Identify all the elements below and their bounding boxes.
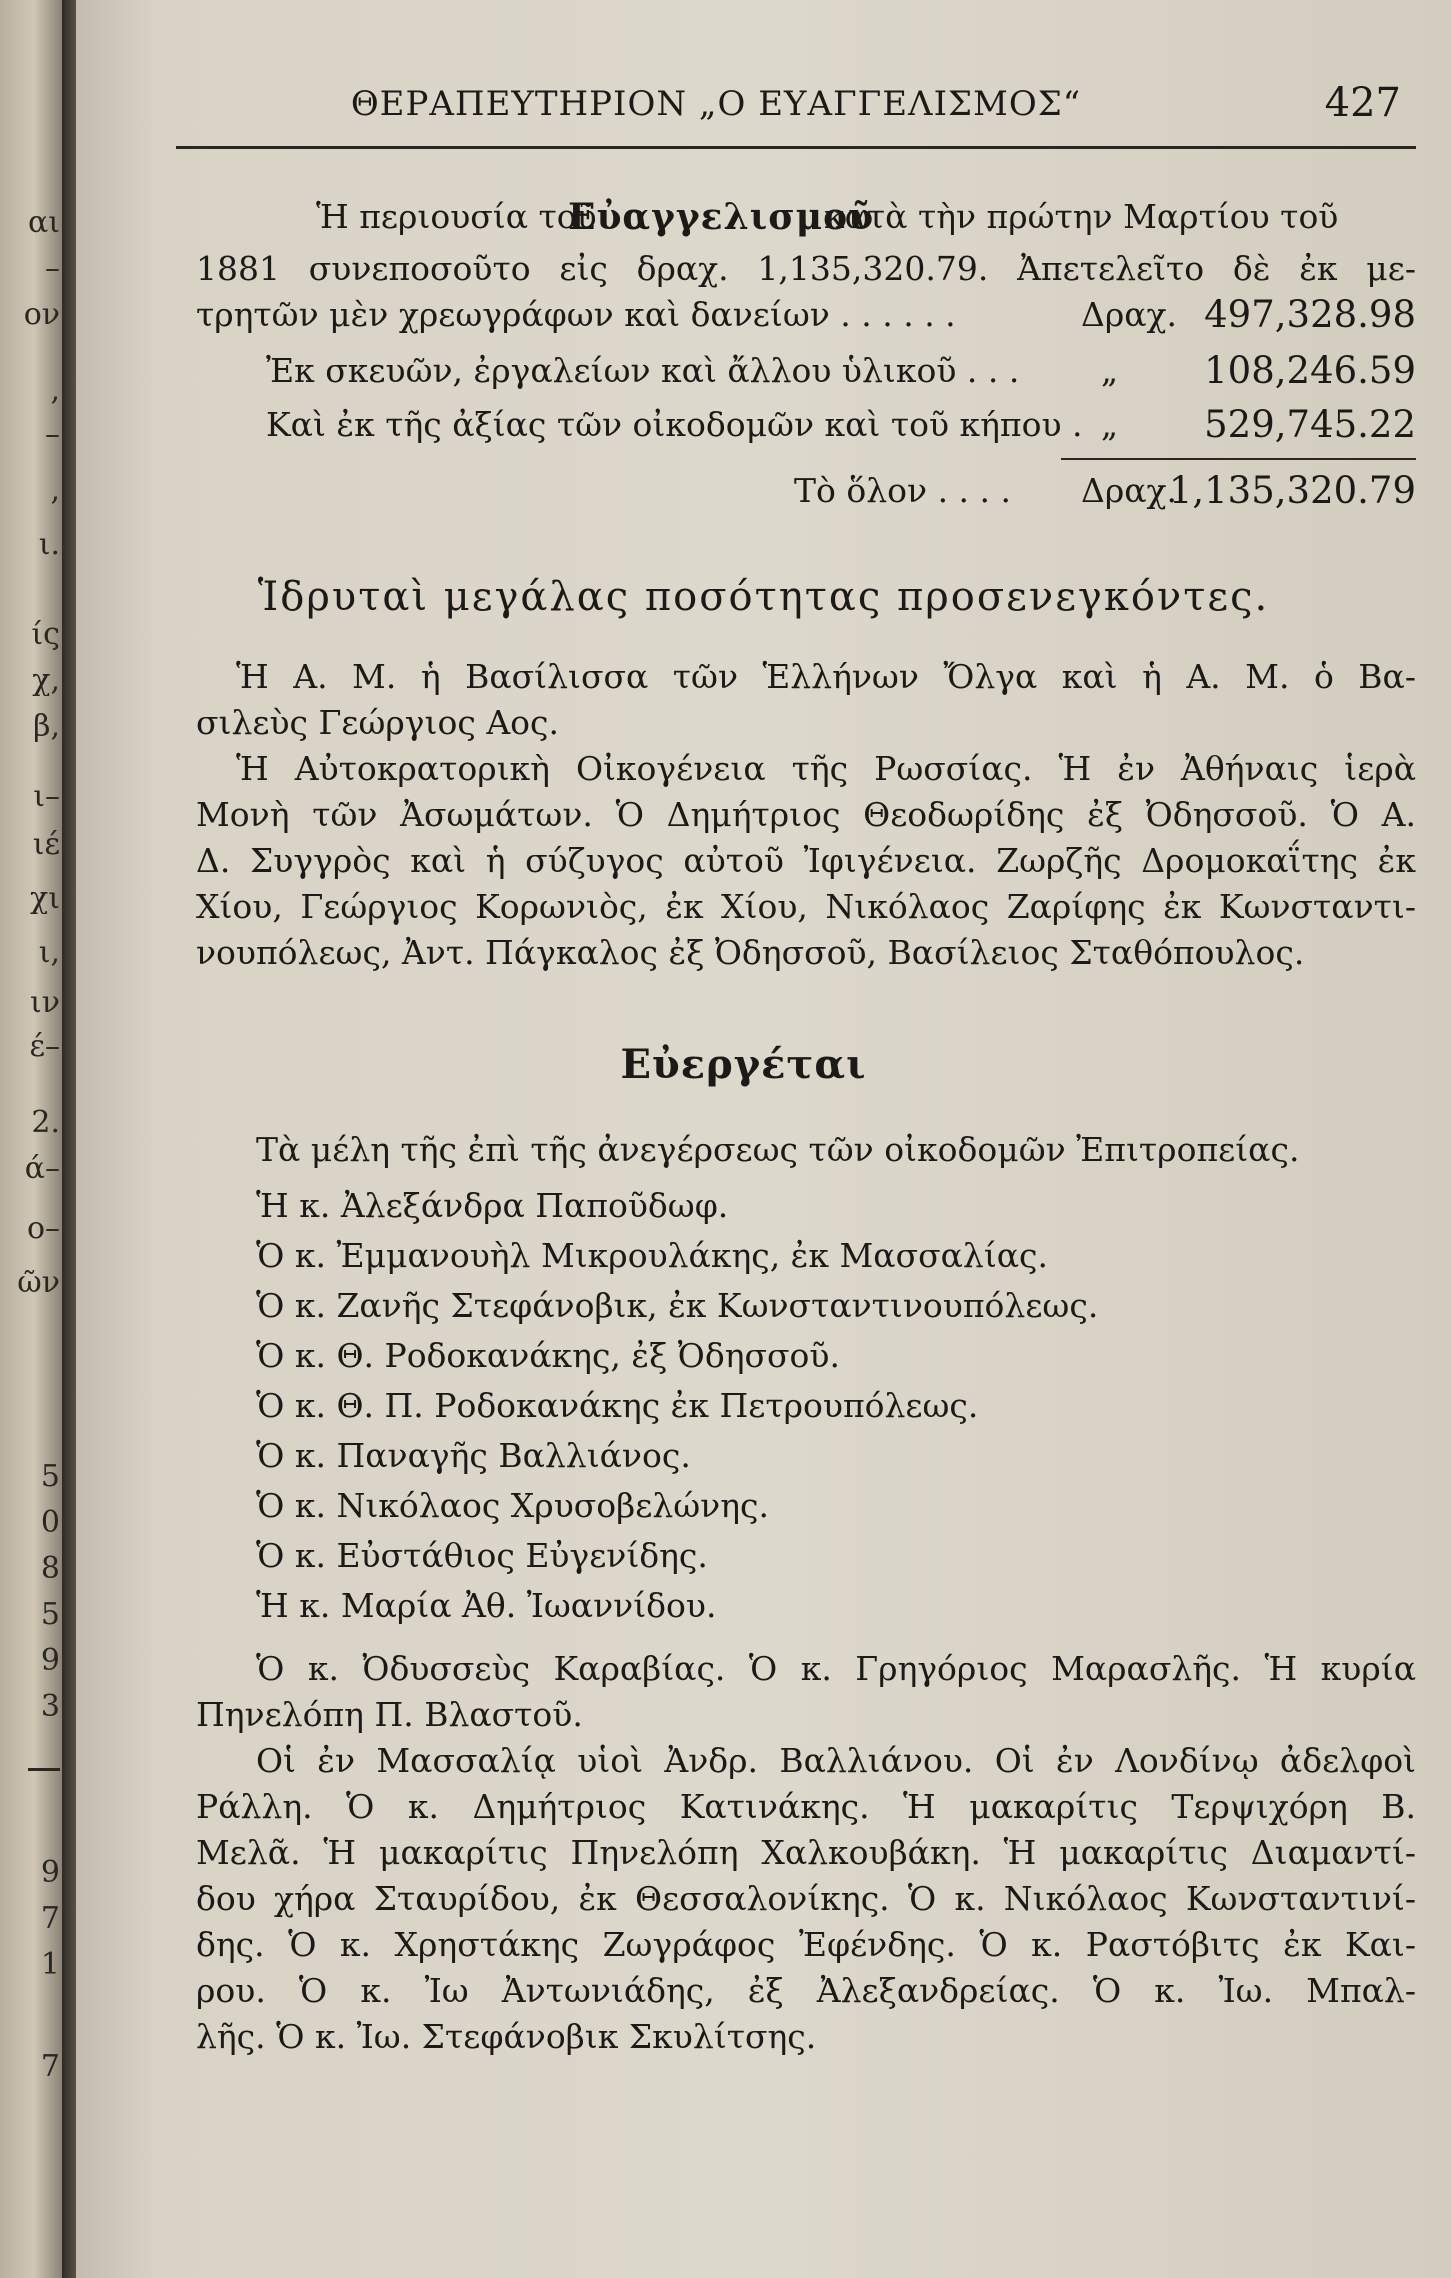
benefactor-member: Ὁ κ. Θ. Ροδοκανάκης, ἐξ Ὀδησσοῦ. [256, 1336, 840, 1375]
finance-row-ditto: „ [1101, 351, 1119, 390]
margin-fragment: 5 [40, 1462, 60, 1492]
margin-fragment: ι– [33, 782, 60, 812]
finance-row-ditto: „ [1101, 405, 1119, 444]
benefactors-heading: Εὐεργέται [620, 1041, 867, 1088]
margin-fragment: ι. [38, 530, 60, 560]
benefactors-closing-line: Ὁ κ. Ὀδυσσεὺς Καραβίας. Ὁ κ. Γρηγόριος Μαρασλῆς. Ἡ κυρία [256, 1649, 1416, 1688]
book-gutter [62, 0, 76, 2278]
founders-line: Μονὴ τῶν Ἀσωμάτων. Ὁ Δημήτριος Θεοδωρίδης ἐξ Ὀδησσοῦ. Ὁ Α. [196, 795, 1416, 834]
finance-line-2: 1881 συνεποσοῦτο εἰς δραχ. 1,135,320.79. Ἀπετελεῖτο δὲ ἐκ με- [196, 249, 1416, 288]
founders-line: Ἡ Α. Μ. ἡ Βασίλισσα τῶν Ἑλλήνων Ὄλγα καὶ ἡ Α. Μ. ὁ Βα- [236, 657, 1416, 696]
margin-fragment: 0 [40, 1508, 60, 1538]
benefactors-closing-line: Πηνελόπη Π. Βλαστοῦ. [196, 1695, 583, 1734]
page-number: 427 [1324, 80, 1401, 126]
finance-row-amount: 108,246.59 [1204, 349, 1416, 392]
benefactor-member: Ἡ κ. Μαρία Ἀθ. Ἰωαννίδου. [256, 1586, 717, 1625]
margin-fragment: – [45, 254, 60, 284]
margin-rule [28, 1768, 60, 1771]
benefactors-intro: Τὰ μέλη τῆς ἐπὶ τῆς ἀνεγέρσεως τῶν οἰκοδομῶν Ἐπιτροπείας. [256, 1130, 1300, 1169]
benefactor-member: Ὁ κ. Εὐστάθιος Εὐγενίδης. [256, 1536, 708, 1575]
finance-intro-start: Ἡ περιουσία τοῦ [316, 197, 597, 236]
margin-fragment: 7 [40, 1904, 60, 1934]
finance-row-label: τρητῶν μὲν χρεωγράφων καὶ δανείων . . . . . . [196, 295, 956, 334]
previous-page-edge [0, 0, 62, 2278]
book-page [76, 0, 1451, 2278]
margin-fragment: 1 [40, 1950, 60, 1980]
benefactors-closing-line: ρου. Ὁ κ. Ἰω Ἀντωνιάδης, ἐξ Ἀλεξανδρείας. Ὁ κ. Ἰω. Μπαλ- [196, 1971, 1416, 2010]
margin-fragment: ιέ [32, 830, 60, 860]
margin-fragment: 8 [40, 1554, 60, 1584]
finance-row-label: Καὶ ἐκ τῆς ἀξίας τῶν οἰκοδομῶν καὶ τοῦ κήπου . [266, 405, 1083, 444]
margin-fragment: 3 [40, 1692, 60, 1722]
benefactors-closing-line: δου χήρα Σταυρίδου, ἐκ Θεσσαλονίκης. Ὁ κ. Νικόλαος Κωνσταντινί- [196, 1879, 1416, 1918]
margin-fragment: ον [23, 300, 60, 330]
margin-fragment: β, [33, 712, 60, 742]
margin-fragment: 7 [40, 2052, 60, 2082]
finance-total-label: Τὸ ὅλον . . . . [794, 471, 1011, 510]
benefactor-member: Ὁ κ. Νικόλαος Χρυσοβελώνης. [256, 1486, 769, 1525]
margin-fragment: έ– [29, 1032, 60, 1062]
margin-fragment: ιν [30, 988, 60, 1018]
margin-fragment: χ, [32, 666, 60, 696]
margin-fragment: , [50, 476, 60, 506]
benefactor-member: Ὁ κ. Ζανῆς Στεφάνοβικ, ἐκ Κωνσταντινουπόλεως. [256, 1286, 1099, 1325]
running-head [176, 80, 1421, 130]
benefactor-member: Ὁ κ. Ἐμμανουὴλ Μικρουλάκης, ἐκ Μασσαλίας. [256, 1236, 1049, 1275]
benefactors-closing-line: Ράλλη. Ὁ κ. Δημήτριος Κατινάκης. Ἡ μακαρίτις Τερψιχόρη Β. [196, 1787, 1416, 1826]
benefactors-closing-line: Μελᾶ. Ἡ μακαρίτις Πηνελόπη Χαλκουβάκη. Ἡ μακαρίτις Διαμαντί- [196, 1833, 1416, 1872]
finance-row-currency: Δραχ. [1081, 295, 1178, 334]
margin-fragment: , [50, 376, 60, 406]
margin-fragment: αι [27, 208, 60, 238]
margin-fragment: ῶν [17, 1268, 60, 1298]
benefactors-closing-line: Οἱ ἐν Μασσαλίᾳ υἱοὶ Ἀνδρ. Βαλλιάνου. Οἱ ἐν Λονδίνῳ ἀδελφοὶ [256, 1741, 1416, 1780]
benefactors-closing [196, 1646, 1416, 2060]
header-rule [176, 146, 1416, 149]
margin-fragment: 5 [40, 1600, 60, 1630]
finance-row-label: Ἐκ σκευῶν, ἐργαλείων καὶ ἄλλου ὑλικοῦ . . . [266, 351, 1020, 390]
founders-line: σιλεὺς Γεώργιος Αος. [196, 703, 559, 742]
margin-fragment: 9 [40, 1858, 60, 1888]
founders-line: νουπόλεως, Ἀντ. Πάγκαλος ἐξ Ὀδησσοῦ, Βασίλειος Σταθόπουλος. [196, 933, 1305, 972]
benefactor-member: Ὁ κ. Θ. Π. Ροδοκανάκης ἐκ Πετρουπόλεως. [256, 1386, 979, 1425]
benefactors-closing-line: λῆς. Ὁ κ. Ἰω. Στεφάνοβικ Σκυλίτσης. [196, 2017, 817, 2056]
founders-text [196, 654, 1416, 976]
margin-fragment: – [45, 420, 60, 450]
finance-total-amount: 1,135,320.79 [1168, 469, 1416, 512]
margin-fragment: ο– [26, 1214, 60, 1244]
benefactors-closing-line: δης. Ὁ κ. Χρηστάκης Ζωγράφος Ἐφένδης. Ὁ κ. Ραστόβιτς ἐκ Και- [196, 1925, 1416, 1964]
finance-intro-end: κατὰ τὴν πρώτην Μαρτίου τοῦ [824, 197, 1339, 236]
finance-row-amount: 529,745.22 [1204, 403, 1416, 446]
margin-fragment: ά– [24, 1154, 60, 1184]
founders-heading: Ἱδρυταὶ μεγάλας ποσότητας προσενεγκόντες. [257, 574, 1270, 620]
margin-fragment: ι, [38, 938, 60, 968]
margin-fragment: ίς [31, 620, 60, 650]
margin-fragment: 2. [31, 1108, 60, 1138]
finance-total-currency: Δραχ. [1081, 471, 1178, 510]
finance-intro-bold: Εὐαγγελισμοῦ [568, 196, 875, 238]
founders-line: Δ. Συγγρὸς καὶ ἡ σύζυγος αὐτοῦ Ἰφιγένεια. Ζωρζῆς Δρομοκαΐτης ἐκ [196, 841, 1416, 880]
sum-rule [1061, 458, 1416, 460]
running-title: ΘΕΡΑΠΕΥΤΗΡΙΟΝ „Ο ΕΥΑΓΓΕΛΙΣΜΟΣ“ [350, 84, 1082, 124]
finance-row-amount: 497,328.98 [1204, 293, 1416, 336]
founders-line: Χίου, Γεώργιος Κορωνιὸς, ἐκ Χίου, Νικόλαος Ζαρίφης ἐκ Κωνσταντι- [196, 887, 1416, 926]
founders-line: Ἡ Αὐτοκρατορικὴ Οἰκογένεια τῆς Ρωσσίας. Ἡ ἐν Ἀθήναις ἱερὰ [236, 749, 1416, 788]
margin-fragment: χι [30, 884, 60, 914]
benefactor-member: Ἡ κ. Ἀλεξάνδρα Παποῦδωφ. [256, 1186, 729, 1225]
margin-fragment: 9 [40, 1646, 60, 1676]
benefactor-member: Ὁ κ. Παναγῆς Βαλλιάνος. [256, 1436, 691, 1475]
